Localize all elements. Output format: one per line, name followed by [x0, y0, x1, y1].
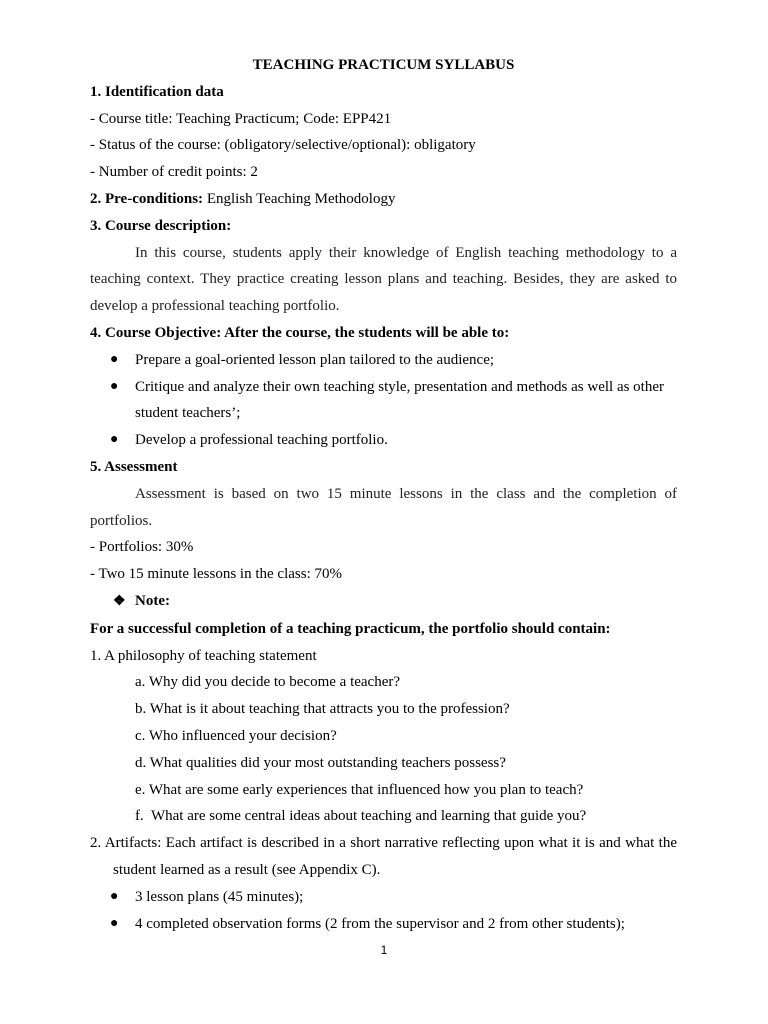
list-item: ● Develop a professional teaching portfolio. — [90, 427, 677, 454]
preconditions-label: 2. Pre-conditions: — [90, 190, 204, 207]
credit-points-line: - Number of credit points: 2 — [90, 164, 258, 181]
section-assessment-heading: 5. Assessment — [90, 458, 178, 475]
assessment-text: Assessment is based on two 15 minute lessons in the class and the completion of portfolios. — [90, 485, 677, 529]
bullet-icon: ● — [110, 915, 119, 931]
list-item: d. What qualities did your most outstanding teachers possess? — [135, 754, 506, 771]
bullet-icon: ● — [110, 432, 119, 448]
preconditions-value: English Teaching Methodology — [203, 190, 396, 207]
course-title-line: - Course title: Teaching Practicum; Code: EPP421 — [90, 110, 392, 127]
philosophy-statement-line: 1. A philosophy of teaching statement — [90, 647, 317, 664]
course-description-text: In this course, students apply their knowledge of English teaching methodology to a teaching context. They practice creating lesson plans and teaching. Besides, they are asked to develop a professional teaching portfolio. — [90, 244, 677, 315]
note-heading: ❖ Note: — [90, 588, 677, 616]
bullet-icon: ● — [110, 888, 119, 904]
section-description-heading: 3. Course description: — [90, 217, 232, 234]
list-item: ● 3 lesson plans (45 minutes); — [90, 884, 677, 911]
list-item: e. What are some early experiences that influenced how you plan to teach? — [135, 781, 584, 798]
list-item: f. What are some central ideas about teaching and learning that guide you? — [135, 808, 587, 825]
bullet-icon: ● — [110, 351, 119, 367]
list-item: ● Prepare a goal-oriented lesson plan tailored to the audience; — [90, 347, 677, 374]
assessment-lessons-line: - Two 15 minute lessons in the class: 70% — [90, 566, 342, 583]
list-item: ● Critique and analyze their own teaching style, presentation and methods as well as other student teachers’; — [90, 374, 677, 428]
section-objective-heading: 4. Course Objective: After the course, the students will be able to: — [90, 324, 510, 341]
preconditions-line — [90, 186, 677, 213]
portfolio-requirements-heading: For a successful completion of a teaching practicum, the portfolio should contain: — [90, 620, 611, 637]
bullet-icon: ● — [110, 378, 119, 394]
diamond-bullet-icon: ❖ — [113, 593, 126, 609]
document-page — [90, 52, 677, 937]
list-item: ● 4 completed observation forms (2 from the supervisor and 2 from other students); — [90, 911, 677, 938]
course-status-line: - Status of the course: (obligatory/selective/optional): obligatory — [90, 137, 476, 154]
section-identification-heading: 1. Identification data — [90, 83, 224, 100]
artifacts-list — [90, 884, 677, 938]
artifacts-paragraph: 2. Artifacts: Each artifact is described in a short narrative reflecting upon what it is and what the student learned as a result (see Appendix C). — [90, 835, 677, 878]
list-item: b. What is it about teaching that attracts you to the profession? — [135, 701, 510, 718]
document-title: TEACHING PRACTICUM SYLLABUS — [252, 57, 515, 73]
assessment-portfolios-line: - Portfolios: 30% — [90, 539, 194, 556]
page-number: 1 — [380, 943, 388, 957]
list-item: a. Why did you decide to become a teacher? — [135, 674, 401, 691]
objective-list — [90, 347, 677, 454]
list-item: c. Who influenced your decision? — [135, 727, 337, 744]
